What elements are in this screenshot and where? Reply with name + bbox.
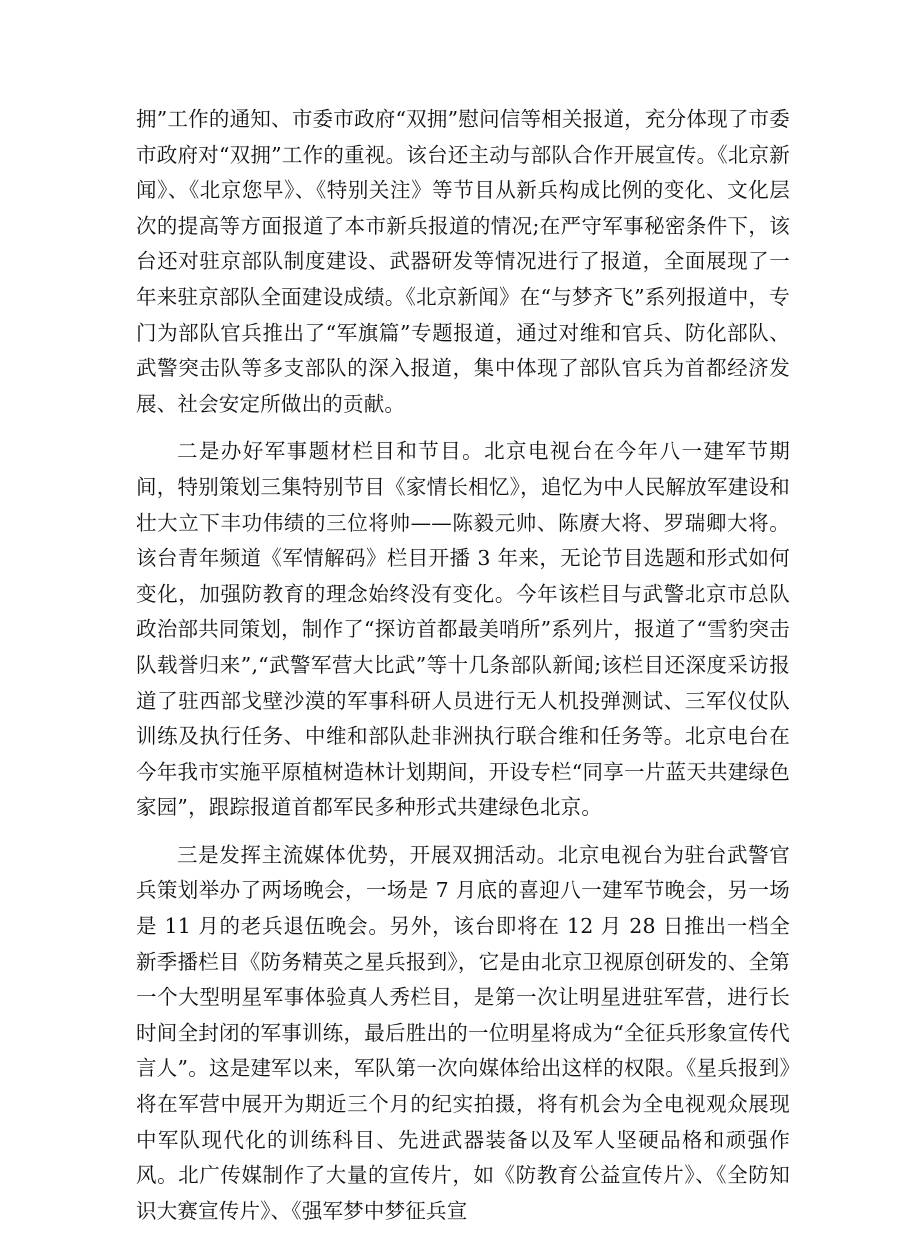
paragraph-continued: 拥”工作的通知、市委市政府“双拥”慰问信等相关报道，充分体现了市委市政府对“双拥”工作的重视。该台还主动与部队合作开展宣传。《北京新闻》、《北京您早》、《特别关注》等节目从新兵构成比例的变化、文化层次的提高等方面报道了本市新兵报道的情况;在严守军事秘密条件下，该台还对驻京部队制度建设、武器研发等情况进行了报道，全面展现了一年来驻京部队全面建设成绩。《北京新闻》在“与梦齐飞”系列报道中，专门为部队官兵推出了“军旗篇”专题报道，通过对维和官兵、防化部队、武警突击队等多支部队的深入报道，集中体现了部队官兵为首都经济发展、社会安定所做出的贡献。 [136,107,790,416]
paragraph-media-activities: 三是发挥主流媒体优势，开展双拥活动。北京电视台为驻台武警官兵策划举办了两场晚会，一场是 7 月底的喜迎八一建军节晚会，另一场是 11 月的老兵退伍晚会。另外，该台即将在 12 月 28 日推出一档全新季播栏目《防务精英之星兵报到》，它是由北京卫视原创研发的、全第一个大型明星军事体验真人秀栏目，是第一次让明星进驻军营，进行长时间全封闭的军事训练，最后胜出的一位明星将成为“全征兵形象宣传代言人”。这是建军以来，军队第一次向媒体给出这样的权限。《星兵报到》将在军营中展开为期近三个月的纪实拍摄，将有机会为全电视观众展现中军队现代化的训练科目、先进武器装备以及军人坚硬品格和顽强作风。北广传媒制作了大量的宣传片，如《防教育公益宣传片》、《全防知识大赛宣传片》、《强军梦中梦征兵宣 [136,842,790,1223]
paragraph-military-programs: 二是办好军事题材栏目和节目。北京电视台在今年八一建军节期间，特别策划三集特别节目《家情长相忆》，追忆为中人民解放军建设和壮大立下丰功伟绩的三位将帅——陈毅元帅、陈赓大将、罗瑞卿大将。该台青年频道《军情解码》栏目开播 3 年来，无论节目选题和形式如何变化，加强防教育的理念始终没有变化。今年该栏目与武警北京市总队政治部共同策划，制作了“探访首都最美哨所”系列片，报道了“雪豹突击队载誉归来”,“武警军营大比武”等十几条部队新闻;该栏目还深度采访报道了驻西部戈壁沙漠的军事科研人员进行无人机投弹测试、三军仪仗队训练及执行任务、中维和部队赴非洲执行联合维和任务等。北京电台在今年我市实施平原植树造林计划期间，开设专栏“同享一片蓝天共建绿色家园”，跟踪报道首都军民多种形式共建绿色北京。 [136,439,790,820]
document-body [136,102,790,1241]
